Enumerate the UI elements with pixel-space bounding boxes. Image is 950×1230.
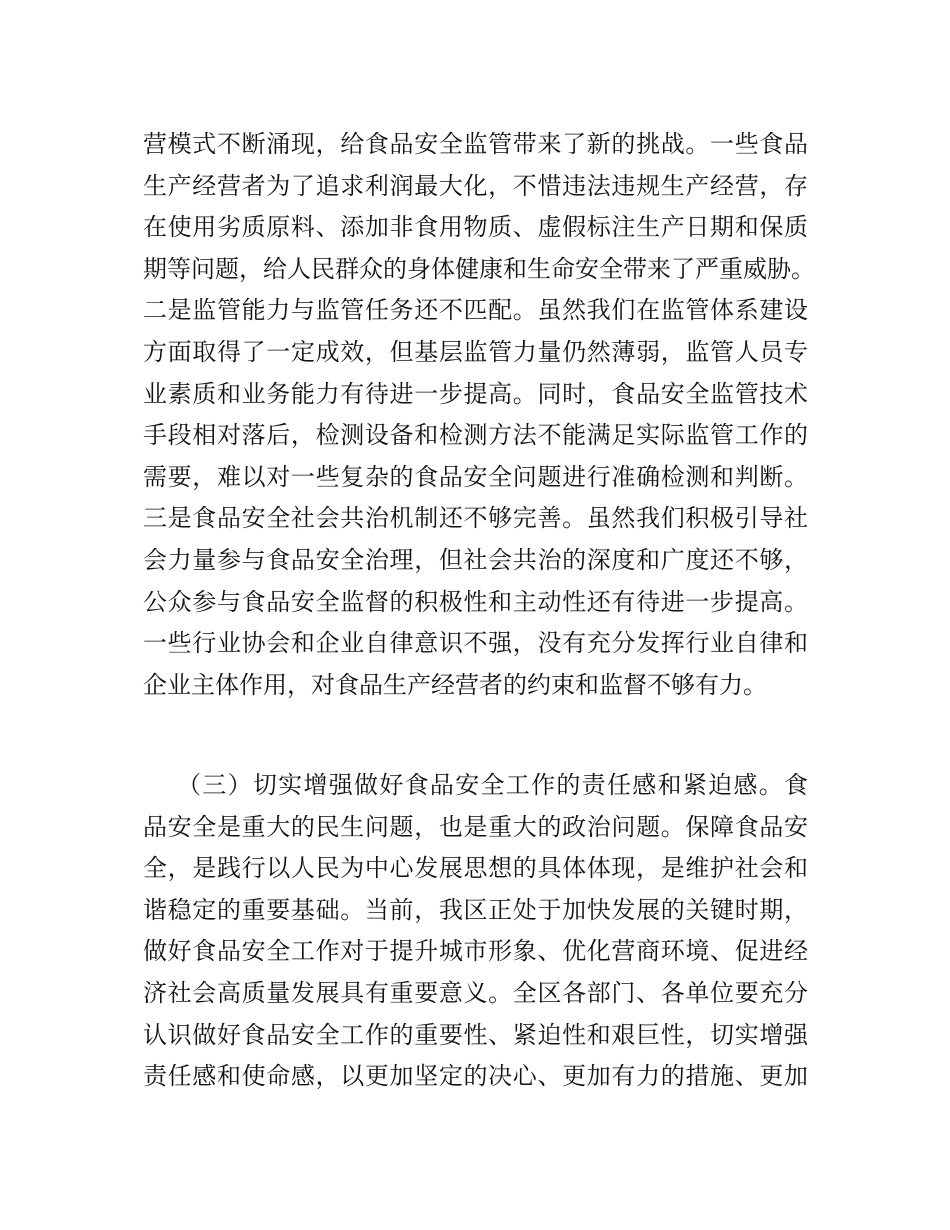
text-line: 业素质和业务能力有待进一步提高。同时，食品安全监管技术	[143, 379, 808, 408]
text-line: 企业主体作用，对食品生产经营者的约束和监督不够有力。	[143, 670, 767, 699]
text-line: 济社会高质量发展具有重要意义。全区各部门、各单位要充分	[143, 978, 808, 1007]
text-line: 一些行业协会和企业自律意识不强，没有充分发挥行业自律和	[143, 629, 808, 658]
text-line: 手段相对落后，检测设备和检测方法不能满足实际监管工作的	[143, 421, 808, 450]
text-line: 三是食品安全社会共治机制还不够完善。虽然我们积极引导社	[143, 504, 808, 533]
paragraph-section-three	[143, 765, 808, 1098]
text-line: 会力量参与食品安全治理，但社会共治的深度和广度还不够，	[143, 545, 808, 574]
text-line: 品安全是重大的民生问题，也是重大的政治问题。保障食品安	[143, 812, 808, 841]
section-heading-line: （三）切实增强做好食品安全工作的责任感和紧迫感。食	[177, 771, 808, 799]
text-line: 谐稳定的重要基础。当前，我区正处于加快发展的关键时期，	[143, 895, 808, 924]
text-line: 做好食品安全工作对于提升城市形象、优化营商环境、促进经	[143, 937, 808, 966]
text-line: 全，是践行以人民为中心发展思想的具体体现，是维护社会和	[143, 854, 808, 883]
text-line: 责任感和使命感，以更加坚定的决心、更加有力的措施、更加	[143, 1062, 808, 1091]
text-line: 公众参与食品安全监督的积极性和主动性还有待进一步提高。	[143, 587, 808, 616]
text-line: 营模式不断涌现，给食品安全监管带来了新的挑战。一些食品	[143, 130, 808, 158]
text-line: 认识做好食品安全工作的重要性、紧迫性和艰巨性，切实增强	[143, 1020, 808, 1049]
text-line: 方面取得了一定成效，但基层监管力量仍然薄弱，监管人员专	[143, 337, 808, 366]
text-line: 二是监管能力与监管任务还不匹配。虽然我们在监管体系建设	[143, 296, 808, 325]
text-line: 期等问题，给人民群众的身体健康和生命安全带来了严重威胁。	[143, 254, 815, 283]
paragraph-problems	[143, 124, 815, 706]
text-line: 生产经营者为了追求利润最大化，不惜违法违规生产经营，存	[143, 171, 808, 200]
text-line: 需要，难以对一些复杂的食品安全问题进行准确检测和判断。	[143, 462, 808, 491]
text-line: 在使用劣质原料、添加非食用物质、虚假标注生产日期和保质	[143, 213, 808, 242]
